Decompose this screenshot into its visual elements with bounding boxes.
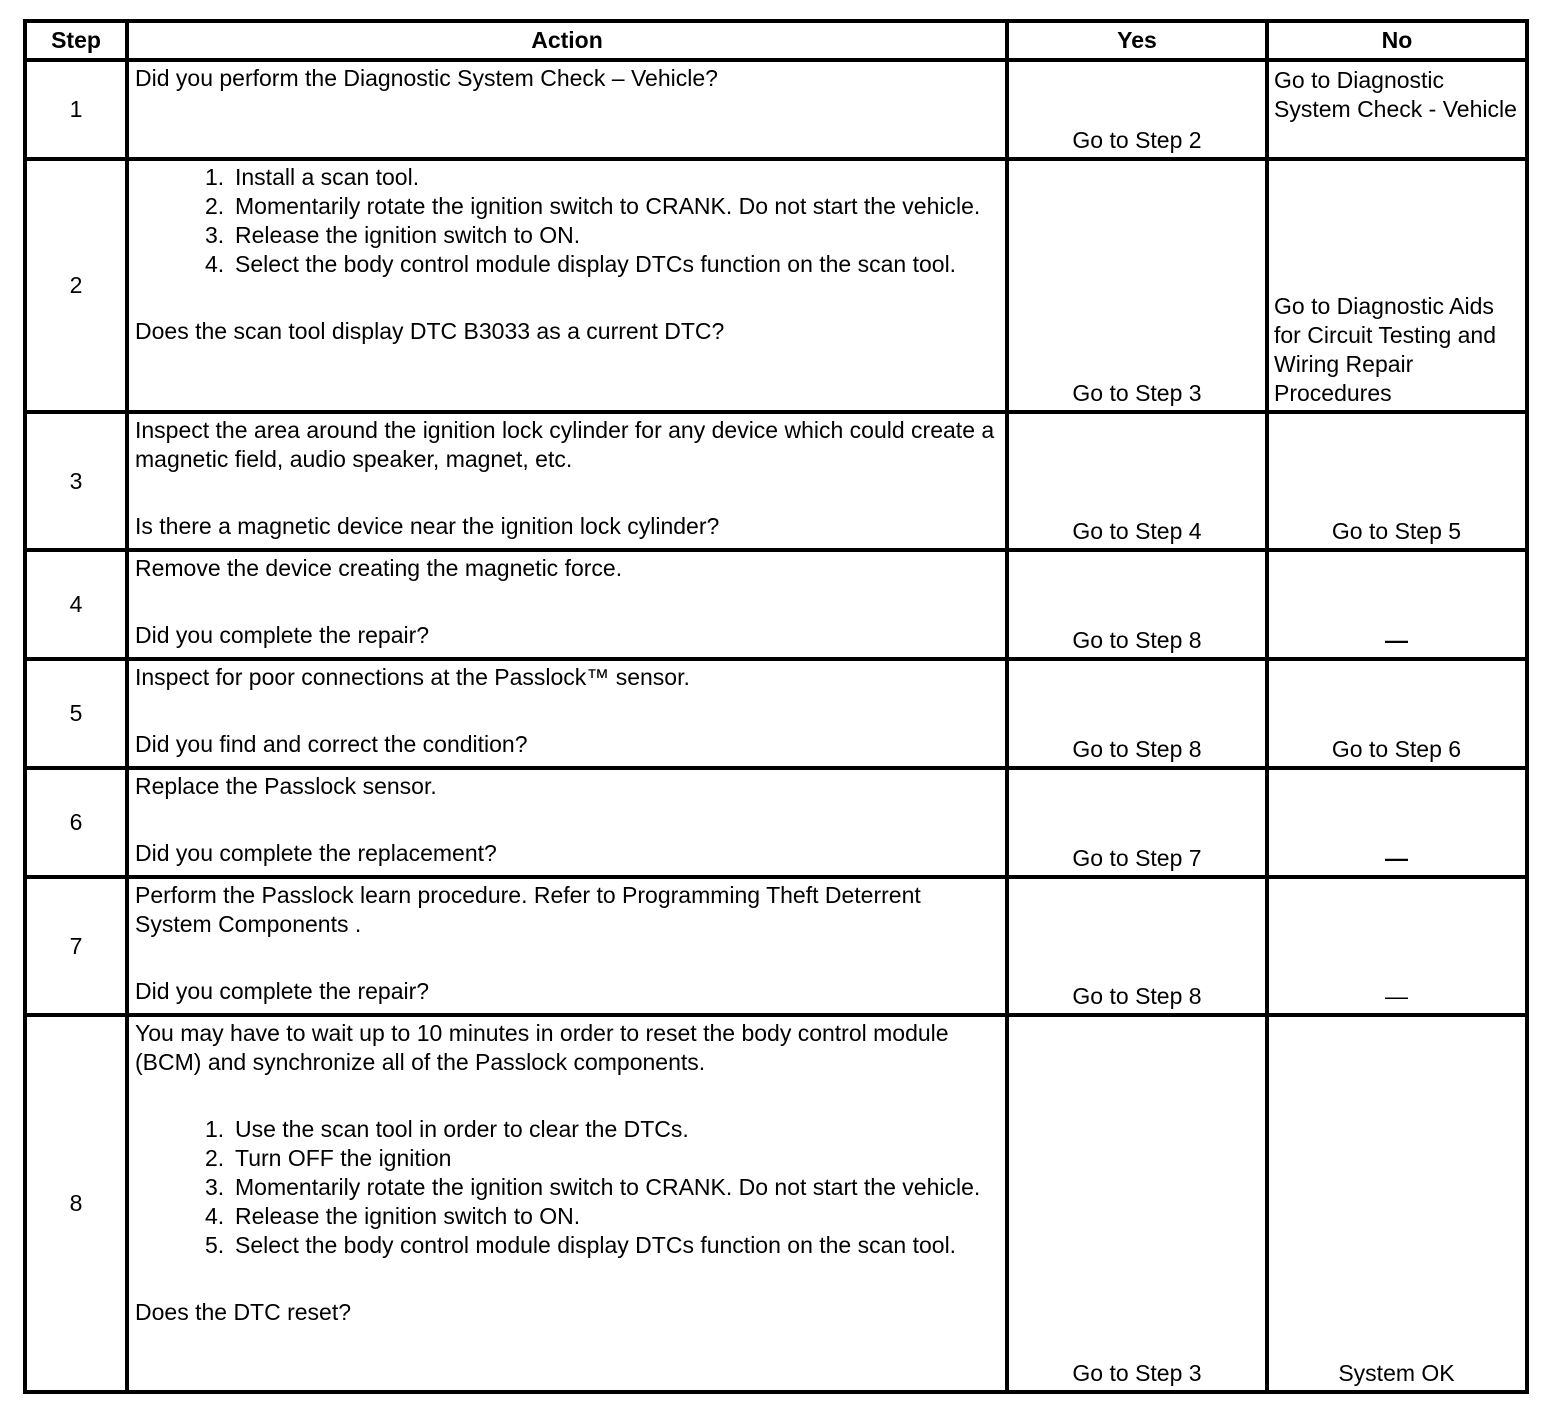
procedure-list [135,163,999,279]
action-text: Perform the Passlock learn procedure. Refer to Programming Theft Deterrent System Components . [135,882,921,937]
table-row [25,550,1527,659]
list-item: 2. Momentarily rotate the ignition switch to CRANK. Do not start the vehicle. [205,193,981,219]
yes-cell: Go to Step 8 [1007,659,1267,768]
table-row [25,412,1527,550]
diagnostic-table [23,19,1529,1394]
yes-cell: Go to Step 7 [1007,768,1267,877]
question-text: Did you complete the repair? [135,622,430,648]
list-item: 4. Release the ignition switch to ON. [205,1203,581,1229]
action-text: Remove the device creating the magnetic force. [135,555,623,581]
action-cell [127,1015,1007,1392]
question-text: Does the DTC reset? [135,1299,352,1325]
list-item: 2. Turn OFF the ignition [205,1145,452,1171]
action-text: Inspect for poor connections at the Passlock™ sensor. [135,664,690,690]
no-cell: Go to Step 6 [1267,659,1527,768]
action-text: Replace the Passlock sensor. [135,773,437,799]
step-number: 1 [25,60,127,159]
yes-cell: Go to Step 3 [1007,159,1267,412]
no-cell: Go to Step 5 [1267,412,1527,550]
question-text: Did you find and correct the condition? [135,731,528,757]
header-row [25,21,1527,60]
action-cell [127,768,1007,877]
action-cell [127,659,1007,768]
header-no: No [1267,21,1527,60]
action-text: You may have to wait up to 10 minutes in order to reset the body control module (BCM) and synchronize all of the Passlock components. [135,1020,949,1075]
action-cell [127,877,1007,1015]
step-number: 7 [25,877,127,1015]
action-text: Did you perform the Diagnostic System Check – Vehicle? [135,65,718,91]
table-row [25,768,1527,877]
table-row [25,60,1527,159]
list-item: 4. Select the body control module display DTCs function on the scan tool. [205,251,957,277]
step-number: 6 [25,768,127,877]
list-item: 5. Select the body control module display DTCs function on the scan tool. [205,1232,957,1258]
no-cell: System OK [1267,1015,1527,1392]
question-text: Is there a magnetic device near the ignition lock cylinder? [135,513,720,539]
list-item: 3. Momentarily rotate the ignition switch to CRANK. Do not start the vehicle. [205,1174,981,1200]
yes-cell: Go to Step 3 [1007,1015,1267,1392]
table-row [25,877,1527,1015]
action-cell [127,412,1007,550]
no-cell: — [1267,768,1527,877]
no-cell: — [1267,550,1527,659]
yes-cell: Go to Step 4 [1007,412,1267,550]
no-cell: — [1267,877,1527,1015]
list-item: 3. Release the ignition switch to ON. [205,222,581,248]
list-item: 1. Use the scan tool in order to clear the DTCs. [205,1116,689,1142]
step-number: 4 [25,550,127,659]
list-item: 1. Install a scan tool. [205,164,420,190]
procedure-list [135,1115,999,1260]
table-row [25,659,1527,768]
step-number: 2 [25,159,127,412]
step-number: 3 [25,412,127,550]
question-text: Does the scan tool display DTC B3033 as a current DTC? [135,318,725,344]
action-text: Inspect the area around the ignition lock cylinder for any device which could create a magnetic field, audio speaker, magnet, etc. [135,417,995,472]
action-cell [127,159,1007,412]
table-row [25,1015,1527,1392]
no-cell: Go to Diagnostic Aids for Circuit Testing and Wiring Repair Procedures [1267,159,1527,412]
yes-cell: Go to Step 8 [1007,550,1267,659]
step-number: 8 [25,1015,127,1392]
header-yes: Yes [1007,21,1267,60]
action-cell [127,550,1007,659]
no-cell: Go to Diagnostic System Check - Vehicle [1267,60,1527,159]
header-action: Action [127,21,1007,60]
table-row [25,159,1527,412]
step-number: 5 [25,659,127,768]
action-cell [127,60,1007,159]
yes-cell: Go to Step 2 [1007,60,1267,159]
yes-cell: Go to Step 8 [1007,877,1267,1015]
header-step: Step [25,21,127,60]
question-text: Did you complete the replacement? [135,840,497,866]
question-text: Did you complete the repair? [135,978,430,1004]
